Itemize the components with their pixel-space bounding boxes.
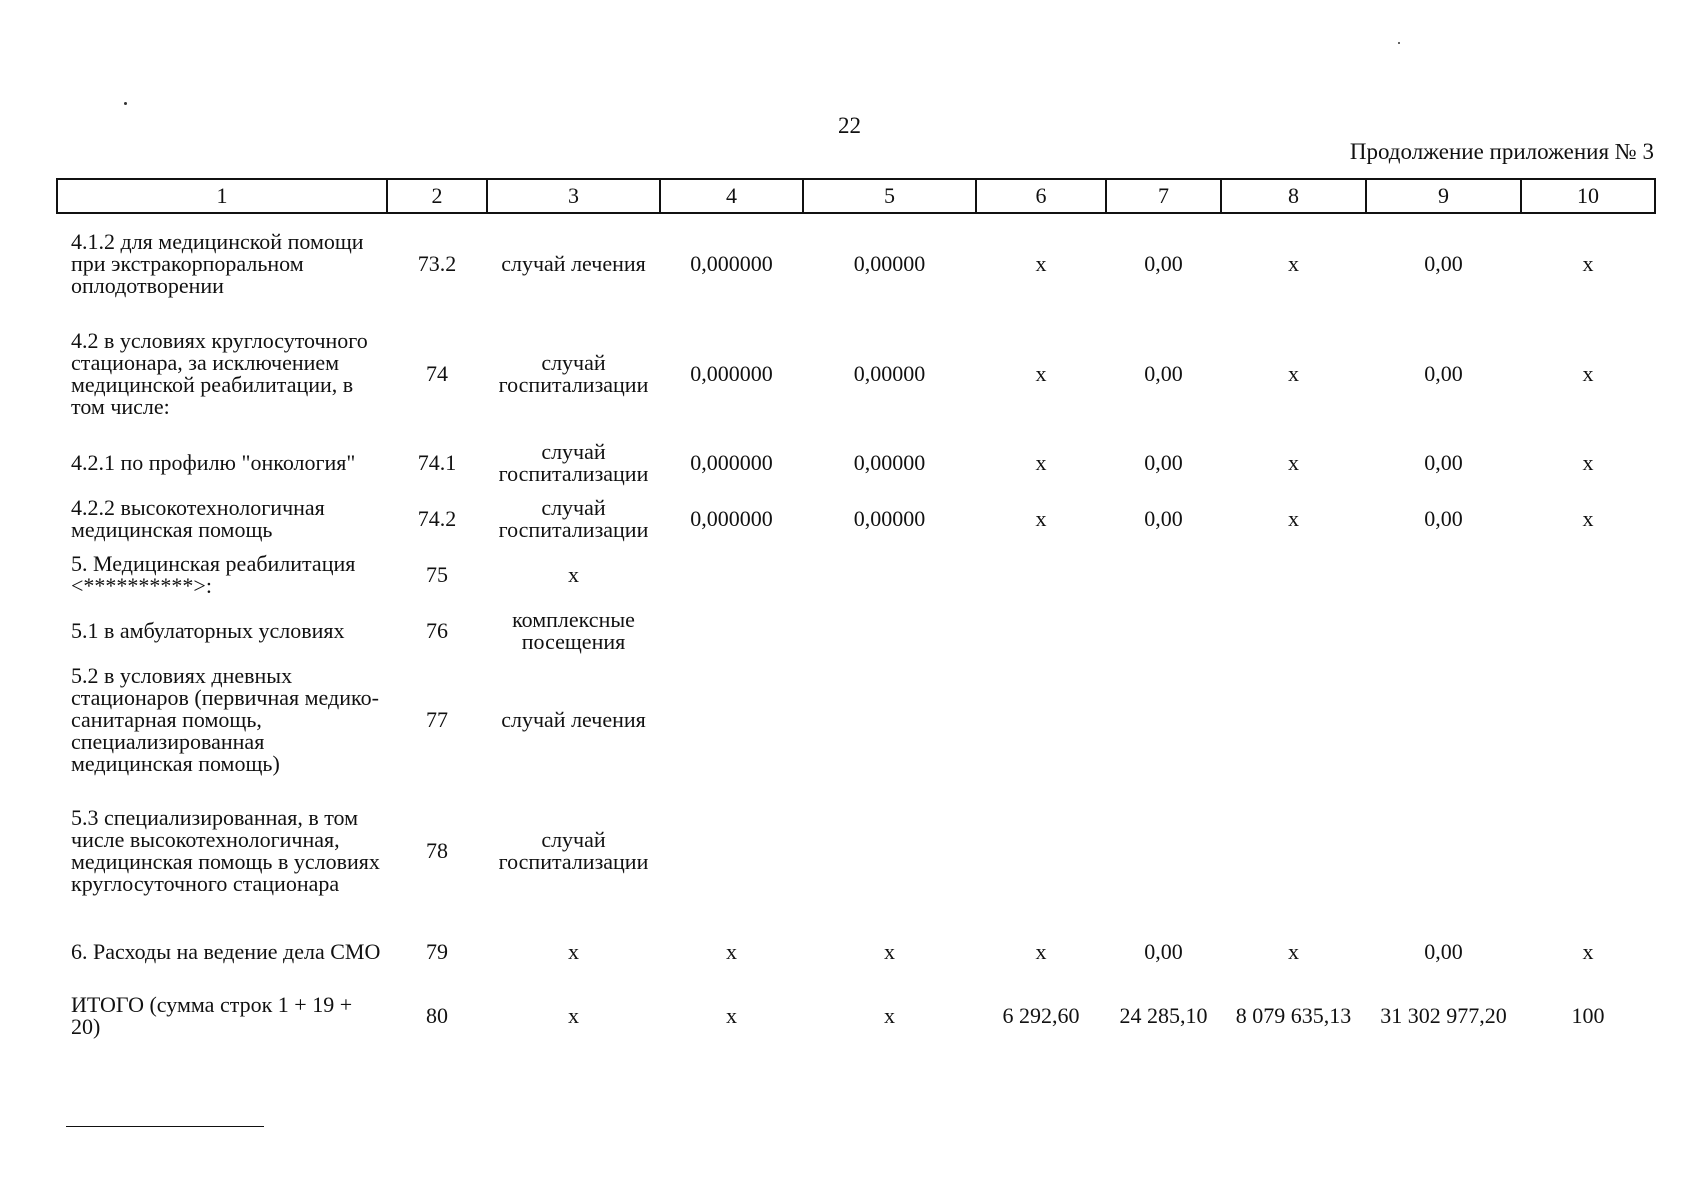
data-table bbox=[56, 178, 1656, 1049]
page-number: 22 bbox=[838, 113, 861, 138]
table-cell: 0,000000 bbox=[690, 250, 773, 276]
table-cell bbox=[1521, 781, 1655, 921]
table-cell: 0,00000 bbox=[853, 361, 926, 386]
table-cell: 0,00 bbox=[1424, 506, 1463, 531]
row-label: 5. Медицинская реабилитация <**********>: bbox=[71, 551, 356, 598]
table-cell bbox=[1106, 659, 1221, 781]
table-cell: х bbox=[568, 939, 579, 964]
table-cell: 0,000000 bbox=[690, 361, 773, 386]
table-cell: 0,00 bbox=[1144, 361, 1183, 386]
table-cell: 0,00 bbox=[1424, 450, 1463, 475]
table-cell: х bbox=[1288, 361, 1299, 386]
table-cell bbox=[803, 603, 976, 659]
row-label: 4.1.2 для медицинской помощи при экстракорпоральном оплодотворении bbox=[71, 228, 364, 298]
table-cell: х bbox=[884, 1003, 895, 1028]
table-row bbox=[57, 659, 1655, 781]
table-cell bbox=[660, 659, 803, 781]
column-header: 2 bbox=[387, 179, 487, 213]
row-label: 4.2.2 высокотехнологичная медицинская помощь bbox=[71, 495, 325, 542]
row-label: ИТОГО (сумма строк 1 + 19 + 20) bbox=[71, 992, 353, 1039]
table-cell bbox=[1221, 603, 1366, 659]
table-cell bbox=[1221, 659, 1366, 781]
table-cell bbox=[976, 603, 1106, 659]
table-cell: 31 302 977,20 bbox=[1380, 1003, 1507, 1028]
table-cell bbox=[1521, 659, 1655, 781]
table-cell: 0,00 bbox=[1144, 939, 1183, 964]
column-header: 3 bbox=[487, 179, 660, 213]
column-header: 7 bbox=[1106, 179, 1221, 213]
table-cell: х bbox=[1288, 450, 1299, 475]
table-cell: х bbox=[1582, 450, 1594, 475]
table-cell: 0,00 bbox=[1144, 250, 1183, 276]
column-header: 10 bbox=[1521, 179, 1655, 213]
table-cell: случай лечения bbox=[501, 250, 646, 276]
table-cell bbox=[1366, 547, 1521, 603]
table-cell bbox=[1521, 603, 1655, 659]
table-cell: 77 bbox=[426, 707, 448, 732]
table-cell: случай госпитализации bbox=[498, 495, 649, 542]
scan-speck bbox=[124, 102, 127, 105]
table-cell bbox=[803, 547, 976, 603]
table-cell: 0,00 bbox=[1144, 450, 1183, 475]
column-header: 1 bbox=[57, 179, 387, 213]
table-cell bbox=[803, 659, 976, 781]
row-label: 6. Расходы на ведение дела СМО bbox=[71, 939, 381, 964]
table-row bbox=[57, 781, 1655, 921]
table-cell: 0,00 bbox=[1424, 939, 1463, 964]
table-cell: комплексные посещения bbox=[512, 607, 635, 654]
table-cell: 74.1 bbox=[417, 450, 457, 475]
table-cell: 0,00000 bbox=[853, 506, 926, 531]
table-cell: х bbox=[1035, 506, 1047, 531]
table-cell bbox=[660, 547, 803, 603]
column-header: 6 bbox=[976, 179, 1106, 213]
footnote-separator bbox=[66, 1126, 264, 1127]
appendix-continuation-note: Продолжение приложения № 3 bbox=[1349, 139, 1654, 164]
row-label: 4.2.1 по профилю "онкология" bbox=[71, 450, 356, 475]
table-cell bbox=[976, 547, 1106, 603]
table-cell bbox=[1106, 781, 1221, 921]
table-cell: х bbox=[1582, 361, 1594, 386]
table-row bbox=[57, 213, 1655, 313]
table-cell: 0,00 bbox=[1144, 506, 1183, 531]
table-cell: х bbox=[1582, 506, 1594, 531]
table-cell: 8 079 635,13 bbox=[1235, 1003, 1352, 1028]
table-cell: х bbox=[1582, 939, 1594, 964]
table-cell bbox=[1221, 547, 1366, 603]
table-cell bbox=[1366, 603, 1521, 659]
table-cell: х bbox=[1035, 450, 1047, 475]
table-cell: х bbox=[1035, 939, 1047, 964]
table-cell bbox=[660, 781, 803, 921]
table-cell: 0,00000 bbox=[853, 450, 926, 475]
table-cell: 6 292,60 bbox=[1002, 1003, 1080, 1028]
table-row bbox=[57, 491, 1655, 547]
table-cell: 75 bbox=[426, 562, 448, 587]
table-cell: х bbox=[884, 939, 895, 964]
table-cell: 73.2 bbox=[417, 250, 457, 276]
header-row bbox=[57, 179, 1655, 213]
total-row bbox=[57, 983, 1655, 1049]
table-cell: 80 bbox=[426, 1003, 448, 1028]
table-cell bbox=[976, 659, 1106, 781]
table-cell: х bbox=[726, 1003, 737, 1028]
table-cell: х bbox=[1035, 250, 1047, 276]
table-cell: 78 bbox=[426, 838, 448, 863]
scan-speck bbox=[1398, 42, 1400, 44]
table-cell: 76 bbox=[426, 618, 448, 643]
table-row bbox=[57, 547, 1655, 603]
table-cell: 0,000000 bbox=[690, 450, 773, 475]
table-cell: 24 285,10 bbox=[1119, 1003, 1208, 1028]
table-row bbox=[57, 921, 1655, 983]
table-cell: 79 bbox=[426, 939, 448, 964]
table-row bbox=[57, 435, 1655, 491]
table-cell bbox=[1221, 781, 1366, 921]
table-row bbox=[57, 603, 1655, 659]
table-cell bbox=[803, 781, 976, 921]
column-header: 4 bbox=[660, 179, 803, 213]
table-cell bbox=[660, 603, 803, 659]
table-cell bbox=[1366, 781, 1521, 921]
table-cell: 74 bbox=[426, 361, 448, 386]
row-label: 5.2 в условиях дневных стационаров (первичная медико-санитарная помощь, специализированная медицинская помощь) bbox=[71, 663, 379, 776]
table-cell bbox=[1106, 547, 1221, 603]
table-cell bbox=[1366, 659, 1521, 781]
table-cell: 74.2 bbox=[417, 506, 457, 531]
table-cell: х bbox=[568, 562, 579, 587]
table-body bbox=[57, 213, 1655, 1049]
table-cell: х bbox=[1288, 250, 1299, 276]
table-cell: 100 bbox=[1571, 1003, 1605, 1028]
table-cell bbox=[976, 781, 1106, 921]
table-cell: 0,00 bbox=[1424, 250, 1463, 276]
table-cell: х bbox=[726, 939, 737, 964]
column-header: 5 bbox=[803, 179, 976, 213]
table-cell: х bbox=[1288, 939, 1299, 964]
table-row bbox=[57, 313, 1655, 435]
table-cell: 0,00000 bbox=[853, 250, 926, 276]
table-cell bbox=[1521, 547, 1655, 603]
column-header: 8 bbox=[1221, 179, 1366, 213]
table-cell: х bbox=[1288, 506, 1299, 531]
table-cell: 0,000000 bbox=[690, 506, 773, 531]
table-cell: случай госпитализации bbox=[498, 439, 649, 486]
row-label: 5.3 специализированная, в том числе высокотехнологичная, медицинская помощь в условиях круглосуточного стационара bbox=[71, 805, 380, 896]
table-cell bbox=[1106, 603, 1221, 659]
row-label: 4.2 в условиях круглосуточного стационара, за исключением медицинской реабилитации, в том числе: bbox=[71, 328, 368, 419]
table-cell: х bbox=[1035, 361, 1047, 386]
table-cell: случай госпитализации bbox=[498, 827, 649, 874]
table-cell: х bbox=[1582, 250, 1594, 276]
table-header bbox=[57, 179, 1655, 213]
column-header: 9 bbox=[1366, 179, 1521, 213]
table-cell: х bbox=[568, 1003, 579, 1028]
row-label: 5.1 в амбулаторных условиях bbox=[71, 618, 345, 643]
table-cell: случай госпитализации bbox=[498, 350, 649, 397]
table-cell: случай лечения bbox=[501, 707, 646, 732]
table-cell: 0,00 bbox=[1424, 361, 1463, 386]
